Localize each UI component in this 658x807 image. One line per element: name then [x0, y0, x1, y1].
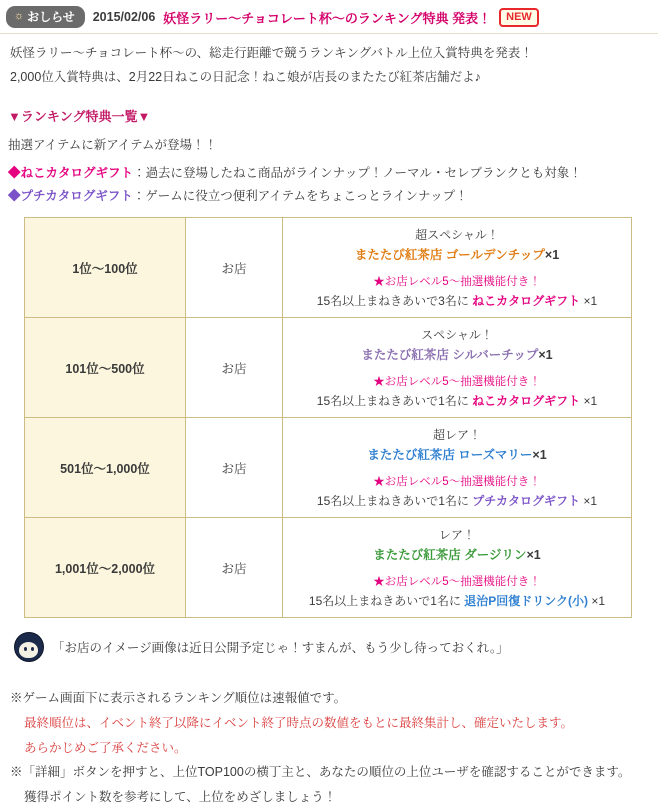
rank-label: 101位～500位 [65, 361, 145, 376]
notice-title: 妖怪ラリー～チョコレート杯～のランキング特典 発表！ [163, 10, 492, 26]
shop-label: お店 [221, 461, 247, 476]
prize-detail-post: ×1 [588, 594, 606, 609]
shop-cell [186, 318, 283, 418]
prize-cell [283, 218, 632, 318]
table-row [25, 418, 632, 518]
prize-detail [287, 592, 627, 609]
footnote-line-2: 最終順位は、イベント終了以降にイベント終了時点の数値をもとに最終集計し、確定いたします。 [24, 715, 574, 730]
prize-sub-note: ★お店レベル5～抽選機能付き！ [373, 276, 541, 289]
prize-tier: レア！ [438, 528, 475, 543]
legend-item-neko [8, 163, 658, 184]
prize-sub-note: ★お店レベル5～抽選機能付き！ [373, 376, 541, 389]
legend-desc-petit: ：ゲームに役立つ便利アイテムをちょこっとラインナップ！ [132, 189, 468, 203]
prize-main [287, 345, 627, 363]
prize-detail-pre: 15名以上まねきあいで3名に [316, 294, 473, 309]
prize-detail-post: ×1 [580, 394, 598, 409]
prize-detail-post: ×1 [580, 294, 598, 309]
table-row [25, 518, 632, 618]
prize-main [287, 545, 627, 563]
prize-item-qty: ×1 [532, 448, 547, 463]
prize-tier: スペシャル！ [421, 328, 493, 343]
section-lead: 抽選アイテムに新アイテムが登場！！ [8, 137, 218, 152]
prize-item-qty: ×1 [526, 548, 541, 563]
character-quote [14, 632, 658, 662]
prize-item-name: またたび紅茶店 ゴールデンチップ [354, 248, 545, 263]
prize-cell [283, 518, 632, 618]
prize-detail-item: 退治P回復ドリンク(小) [464, 594, 589, 609]
table-row [25, 218, 632, 318]
bell-icon: ☼ [14, 10, 25, 22]
prize-cell [283, 418, 632, 518]
prize-detail-post: ×1 [580, 494, 598, 509]
prize-detail-item: ねこカタログギフト [472, 394, 581, 409]
prize-item-qty: ×1 [544, 248, 560, 263]
legend-name-neko: ねこカタログギフト [20, 165, 134, 180]
notice-date: 2015/02/06 [92, 10, 156, 24]
footnote-line-4: ※「詳細」ボタンを押すと、上位TOP100の横丁主と、あなたの順位の上位ユーザを確認することができます。 [10, 765, 631, 780]
prize-item-name: またたび紅茶店 ダージリン [373, 548, 527, 563]
prize-main [287, 245, 627, 263]
prize-detail-pre: 15名以上まねきあいで1名に [316, 494, 473, 509]
prize-detail [287, 392, 627, 409]
prize-item-name: またたび紅茶店 ローズマリー [367, 448, 533, 463]
footnotes-block [10, 688, 658, 807]
footnote-line-1: ※ゲーム画面下に表示されるランキング順位は速報値です。 [10, 691, 347, 706]
section-heading: ▼ランキング特典一覧▼ [8, 108, 151, 124]
legend-name-petit: プチカタログギフト [20, 189, 133, 203]
shop-label: お店 [221, 561, 247, 576]
legend-desc-neko: ：過去に登場したねこ商品がラインナップ！ノーマル・セレブランクとも対象！ [133, 165, 582, 180]
prize-detail [287, 292, 627, 309]
intro-block [0, 34, 658, 88]
prize-sub-note: ★お店レベル5～抽選機能付き！ [373, 476, 541, 489]
rank-cell [25, 318, 186, 418]
shop-label: お店 [221, 261, 247, 276]
rank-label: 1位～100位 [72, 261, 138, 276]
prize-detail-pre: 15名以上まねきあいで1名に [316, 394, 473, 409]
notice-badge [6, 6, 85, 28]
cat-avatar-icon [14, 632, 44, 662]
cat-face-shape [19, 642, 38, 658]
prize-detail-item: ねこカタログギフト [472, 294, 581, 309]
new-badge: NEW [499, 8, 539, 27]
rank-label: 1,001位～2,000位 [54, 561, 156, 576]
prize-item-qty: ×1 [538, 348, 553, 363]
footnote-line-5: 獲得ポイント数を参考にして、上位をめざしましょう！ [24, 789, 337, 804]
table-row [25, 318, 632, 418]
shop-cell [186, 518, 283, 618]
notice-header [0, 0, 658, 34]
rank-cell [25, 518, 186, 618]
prize-tier: 超スペシャル！ [415, 228, 499, 243]
rank-cell [25, 218, 186, 318]
shop-cell [186, 218, 283, 318]
rank-cell [25, 418, 186, 518]
shop-label: お店 [221, 361, 247, 376]
ranking-prize-table [24, 217, 632, 618]
notice-badge-label: おしらせ [27, 10, 75, 24]
shop-cell [186, 418, 283, 518]
quote-text: 「お店のイメージ画像は近日公開予定じゃ！すまんが、もう少し待っておくれ。」 [52, 641, 509, 656]
prize-main [287, 445, 627, 463]
diamond-icon-pink: ◆ [8, 165, 21, 180]
intro-line-2: 2,000位入賞特典は、2月22日ねこの日記念！ねこ娘が店長のまたたび紅茶店舗だよ♪ [10, 70, 481, 85]
legend-item-petit [8, 186, 658, 207]
prize-item-name: またたび紅茶店 シルバーチップ [361, 348, 539, 363]
prize-detail-pre: 15名以上まねきあいで1名に [308, 594, 465, 609]
prize-cell [283, 318, 632, 418]
intro-line-1: 妖怪ラリー～チョコレート杯～の、総走行距離で競うランキングバトル上位入賞特典を発表！ [10, 46, 533, 60]
rank-label: 501位～1,000位 [60, 461, 150, 476]
prize-detail [287, 492, 627, 509]
footnote-line-3: あらかじめご了承ください。 [24, 740, 187, 755]
prize-sub-note: ★お店レベル5～抽選機能付き！ [373, 576, 541, 589]
prize-detail-item: プチカタログギフト [472, 494, 581, 509]
prize-tier: 超レア！ [432, 428, 481, 443]
diamond-icon-purple: ◆ [8, 189, 21, 203]
